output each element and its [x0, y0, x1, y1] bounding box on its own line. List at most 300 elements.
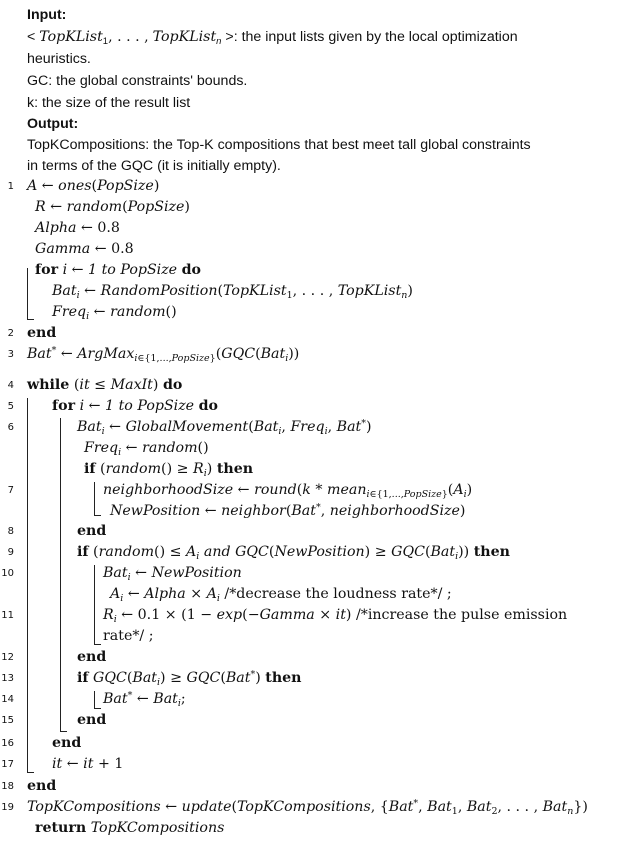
algo-line-if1 — [0, 459, 625, 480]
algo-line-11-cont — [0, 626, 625, 647]
rparen: ) — [463, 544, 470, 560]
line-number: 19 — [1, 802, 14, 813]
var-neighborhoodsize: neighborhoodSize — [329, 503, 460, 519]
code-if1 — [84, 459, 253, 481]
line-number: 17 — [1, 759, 14, 770]
fn-random: random — [66, 199, 123, 215]
var-gamma: Gamma — [259, 607, 315, 623]
sub-i: i — [134, 353, 138, 364]
code-for-init — [35, 260, 201, 281]
rparen: ) — [160, 670, 166, 686]
kw-do: do — [181, 262, 201, 278]
line-number: 14 — [1, 694, 14, 705]
fn-neighbor: neighbor — [221, 503, 286, 519]
var-bat: Bat — [103, 565, 128, 581]
list-dots: , . . . , — [108, 29, 149, 45]
var-bat: Bat — [52, 283, 77, 299]
sub-close: } — [209, 353, 216, 364]
topklist-name-n: TopKList — [152, 29, 217, 45]
op-times: × — [319, 607, 332, 623]
kw-end: end — [77, 649, 107, 665]
rparen: ) — [184, 199, 190, 215]
lbrace: { — [379, 799, 389, 815]
sup-star: * — [51, 345, 57, 356]
line-number: 13 — [1, 673, 14, 684]
const-one: 1 — [186, 607, 196, 623]
output-desc-2: in terms of the GQC (it is initially empty). — [27, 158, 281, 174]
var-bat: Bat — [336, 419, 362, 435]
assign-arrow: ← — [93, 304, 106, 320]
code-13 — [77, 668, 302, 690]
output-heading: Output: — [27, 116, 79, 132]
code-gamma — [35, 239, 134, 260]
const-one: 1 — [114, 756, 124, 772]
algo-line-11 — [0, 605, 625, 626]
var-bat: Bat — [77, 419, 102, 435]
sub-i: i — [156, 677, 161, 688]
algo-line-10 — [0, 563, 625, 584]
var-bat: Bat — [466, 799, 492, 815]
lparen: ( — [73, 377, 80, 393]
comment-loudness: /*decrease the loudness rate*/ ; — [224, 586, 452, 602]
fn-exp: exp — [216, 607, 243, 623]
k-line — [0, 93, 625, 114]
var-a: A — [453, 482, 464, 498]
op-minus: − — [200, 607, 213, 623]
fn-gqc: GQC — [221, 346, 256, 362]
sub-n: n — [216, 36, 222, 47]
var-gamma: Gamma — [35, 241, 91, 257]
lparen: ( — [215, 346, 222, 362]
line-number: 1 — [7, 181, 14, 192]
var-topkcompositions: TopKCompositions — [90, 820, 225, 836]
fn-random: random — [98, 544, 155, 560]
fn-globalmovement: GlobalMovement — [125, 419, 249, 435]
code-7 — [103, 480, 472, 502]
fn-gqc: GQC — [235, 544, 269, 560]
var-topkcompositions: TopKCompositions — [27, 799, 161, 815]
algo-line-18 — [0, 776, 625, 797]
fn-gqc: GQC — [186, 670, 221, 686]
algo-line-bat-init — [0, 281, 625, 302]
op-ge: ≥ — [170, 670, 182, 686]
comment-pulse-2: rate*/ ; — [103, 628, 154, 644]
rparen: ) — [288, 346, 294, 362]
kw-while: while — [27, 377, 70, 393]
var-it: it — [335, 607, 346, 623]
lparen: ( — [220, 670, 226, 686]
rparen: ) — [582, 799, 588, 815]
kw-then: then — [216, 461, 254, 477]
sub-i: i — [216, 593, 220, 604]
line-number: 15 — [1, 715, 14, 726]
assign-arrow: ← — [80, 220, 93, 236]
var-bat: Bat — [291, 503, 316, 519]
comma: , — [457, 799, 463, 815]
algo-line-3 — [0, 344, 625, 365]
var-newposition: NewPosition — [151, 565, 242, 581]
algo-line-8 — [0, 521, 625, 542]
var-k: k — [302, 482, 311, 498]
var-popsize: PopSize — [120, 262, 178, 278]
var-alpha: Alpha — [144, 586, 186, 602]
output-desc-line-2 — [0, 156, 625, 177]
rparen: ) — [159, 544, 166, 560]
sub-i: i — [127, 572, 131, 583]
code-9 — [77, 542, 510, 564]
algo-line-ai — [0, 584, 625, 605]
lparen: ( — [181, 607, 187, 623]
dots: . . . , — [506, 799, 539, 815]
rparen: ) — [171, 304, 177, 320]
lparen: ( — [242, 607, 248, 623]
line-number: 6 — [7, 422, 14, 433]
algo-line-14 — [0, 689, 625, 710]
gamma-value: 0.8 — [111, 241, 134, 257]
var-bat: Bat — [388, 799, 414, 815]
code-10 — [103, 563, 242, 585]
code-17: it ← it + 1 — [52, 756, 124, 772]
kw-to: to — [118, 398, 133, 414]
algo-line-return — [0, 818, 625, 839]
alpha-value: 0.8 — [97, 220, 120, 236]
sub-i: i — [76, 290, 80, 301]
k-desc: k: the size of the result list — [27, 95, 191, 111]
rparen: ) — [255, 670, 261, 686]
algo-line-freq — [0, 438, 625, 459]
algo-line-16 — [0, 733, 625, 754]
sup-star: * — [127, 690, 133, 701]
var-a: A — [27, 178, 38, 194]
lparen: ( — [165, 304, 172, 320]
fn-round: round — [254, 482, 297, 498]
code-4 — [27, 375, 182, 396]
kw-if: if — [77, 544, 89, 560]
sup-star: * — [315, 502, 321, 513]
sub-i: i — [285, 353, 289, 364]
fn-gqc: GQC — [93, 670, 127, 686]
algo-line-7 — [0, 480, 625, 501]
code-return — [35, 818, 224, 839]
input-lists-cont: heuristics. — [27, 51, 91, 67]
sub-i: i — [177, 698, 181, 709]
input-lists-line — [0, 27, 625, 48]
semicolon: ; — [180, 691, 186, 707]
input-lists-desc — [27, 27, 518, 49]
input-heading: Input: — [27, 7, 67, 23]
angle-open: < — [27, 29, 36, 45]
line-number: 4 — [7, 380, 14, 391]
algo-line-17 — [0, 754, 625, 775]
lparen: ( — [217, 283, 224, 299]
assign-arrow: ← — [88, 398, 101, 414]
kw-end: end — [52, 735, 82, 751]
code-newpos — [110, 501, 465, 523]
fn-ones: ones — [58, 178, 92, 194]
rparen: ) — [459, 503, 466, 519]
var-freq: Freq — [52, 304, 87, 320]
var-newposition: NewPosition — [110, 503, 201, 519]
sub-i: i — [366, 489, 370, 500]
fn-update: update — [181, 799, 232, 815]
rparen: ) — [166, 461, 173, 477]
var-freq: Freq — [290, 419, 325, 435]
rparen: ) — [203, 440, 209, 456]
var-a: A — [186, 544, 197, 560]
lparen: ( — [248, 419, 254, 435]
line-number: 5 — [7, 401, 14, 412]
line-number: 18 — [1, 781, 14, 792]
sub-set: ∈{1,..., — [369, 489, 404, 500]
dots: . . . , — [301, 283, 334, 299]
algo-line-for-init — [0, 260, 625, 281]
assign-arrow: ← — [127, 586, 140, 602]
line-number: 8 — [7, 526, 14, 537]
sub-1: 1 — [451, 806, 458, 817]
assign-arrow: ← — [66, 756, 79, 772]
var-freq: Freq — [84, 440, 119, 456]
sub-i: i — [324, 426, 328, 437]
kw-for: for — [35, 262, 59, 278]
fn-randomposition: RandomPosition — [100, 283, 218, 299]
algo-line-gamma — [0, 239, 625, 260]
var-bat: Bat — [542, 799, 568, 815]
fn-random: random — [142, 440, 198, 456]
algo-line-r — [0, 197, 625, 218]
rparen: ) — [206, 461, 213, 477]
assign-arrow: ← — [136, 691, 149, 707]
var-topklist: TopKList — [223, 283, 287, 299]
algo-line-12 — [0, 647, 625, 668]
kw-end: end — [27, 778, 57, 794]
kw-end: end — [77, 712, 107, 728]
algo-line-freq-init — [0, 302, 625, 323]
kw-end: end — [77, 523, 107, 539]
sub-i: i — [455, 551, 459, 562]
var-newposition: NewPosition — [274, 544, 365, 560]
fn-argmax: ArgMax — [77, 346, 135, 362]
sub-i: i — [463, 489, 467, 500]
code-freq-init — [52, 302, 177, 324]
comma: , — [497, 799, 502, 815]
algo-line-1 — [0, 176, 625, 197]
assign-arrow: ← — [237, 482, 250, 498]
algo-line-19 — [0, 797, 625, 818]
sub-close: } — [441, 489, 448, 500]
code-bat-init — [52, 281, 413, 303]
var-bat: Bat — [153, 691, 178, 707]
var-r: R — [193, 461, 204, 477]
assign-arrow: ← — [135, 565, 148, 581]
op-le: ≤ — [169, 544, 182, 560]
comma: , — [418, 799, 423, 815]
assign-arrow: ← — [84, 283, 97, 299]
assign-arrow: ← — [71, 262, 84, 278]
rparen: ) — [466, 482, 473, 498]
fn-random: random — [105, 461, 162, 477]
rparen: ) — [293, 346, 300, 362]
op-ge: ≥ — [374, 544, 387, 560]
code-alpha — [35, 218, 120, 239]
input-heading-line — [0, 5, 625, 26]
assign-arrow: ← — [125, 440, 138, 456]
code-14 — [103, 689, 186, 711]
var-alpha: Alpha — [35, 220, 77, 236]
algo-line-4 — [0, 375, 625, 396]
lparen: ( — [154, 544, 160, 560]
comment-pulse-1: /*increase the pulse emission — [355, 607, 568, 623]
input-lists-cont-line — [0, 49, 625, 70]
assign-arrow: ← — [60, 346, 73, 362]
sub-i: i — [118, 447, 122, 458]
var-i: i — [62, 262, 68, 278]
op-le: ≤ — [94, 377, 107, 393]
block-bar-for-end — [60, 731, 67, 732]
line-number: 9 — [7, 547, 14, 558]
op-ge: ≥ — [176, 461, 189, 477]
var-r: R — [103, 607, 114, 623]
op-mul: * — [315, 482, 323, 498]
kw-and: and — [203, 544, 231, 560]
sub-popsize: PopSize — [171, 353, 210, 364]
assign-arrow: ← — [94, 241, 107, 257]
code-freq — [84, 438, 209, 460]
var-bat: Bat — [132, 670, 157, 686]
algo-line-newpos — [0, 501, 625, 522]
var-it: it — [79, 377, 90, 393]
op-times: × — [164, 607, 177, 623]
var-popsize: PopSize — [137, 398, 195, 414]
rparen: ) — [364, 544, 371, 560]
sub-set: ∈{1,..., — [137, 353, 172, 364]
kw-if: if — [77, 670, 89, 686]
var-r: R — [35, 199, 46, 215]
var-bat: Bat — [103, 691, 128, 707]
var-bat: Bat — [27, 346, 52, 362]
sup-star: * — [250, 669, 256, 680]
input-lists-text: >: the input lists given by the local optimization — [225, 29, 518, 45]
topklist-name: TopKList — [39, 29, 103, 45]
rparen: ) — [345, 607, 352, 623]
var-it: it — [52, 756, 63, 772]
output-heading-line — [0, 114, 625, 135]
kw-end: end — [27, 325, 57, 341]
algo-line-2 — [0, 323, 625, 344]
sub-n: n — [401, 290, 408, 301]
line-number: 7 — [7, 485, 14, 496]
fn-gqc: GQC — [391, 544, 425, 560]
algo-line-15 — [0, 710, 625, 731]
kw-to: to — [101, 262, 116, 278]
sup-star: * — [361, 418, 366, 429]
sub-n: n — [567, 806, 574, 817]
sub-i: i — [113, 614, 117, 625]
op-times: × — [190, 586, 203, 602]
algo-line-6 — [0, 417, 625, 438]
lparen: ( — [285, 503, 292, 519]
output-desc-line-1 — [0, 135, 625, 156]
kw-then: then — [473, 544, 510, 560]
line-number: 11 — [1, 610, 14, 621]
var-bat: Bat — [427, 799, 452, 815]
gc-line — [0, 71, 625, 92]
assign-arrow: ← — [121, 607, 134, 623]
sub-i: i — [278, 426, 282, 437]
const-one: 1 — [88, 262, 98, 278]
comma: , — [327, 419, 333, 435]
var-bat: Bat — [260, 346, 286, 362]
rparen: ) — [153, 178, 160, 194]
line-number: 10 — [1, 568, 14, 579]
sub-i: i — [101, 426, 105, 437]
var-topklist: TopKList — [337, 283, 402, 299]
var-popsize: PopSize — [97, 178, 154, 194]
op-neg: − — [247, 607, 260, 623]
kw-if: if — [84, 461, 96, 477]
code-6 — [77, 417, 372, 439]
lparen: ( — [161, 461, 167, 477]
lparen: ( — [231, 799, 238, 815]
lparen: ( — [255, 346, 261, 362]
assign-arrow: ← — [165, 799, 178, 815]
var-a: A — [206, 586, 217, 602]
sub-i: i — [203, 468, 207, 479]
var-bat: Bat — [225, 670, 251, 686]
r-coef: 0.1 — [137, 607, 161, 623]
code-19 — [27, 797, 588, 819]
sub-popsize: PopSize — [403, 489, 442, 500]
algo-line-13 — [0, 668, 625, 689]
output-desc-1: TopKCompositions: the Top-K compositions that best meet tall global constraints — [27, 137, 531, 153]
gc-desc: GC: the global constraints' bounds. — [27, 73, 248, 89]
lparen: ( — [100, 461, 106, 477]
lparen: ( — [447, 482, 454, 498]
fn-random: random — [110, 304, 166, 320]
code-5 — [52, 396, 218, 417]
var-i: i — [79, 398, 85, 414]
rbrace: } — [573, 799, 583, 815]
line-number: 16 — [1, 738, 14, 749]
assign-arrow: ← — [41, 178, 54, 194]
sub-2: 2 — [491, 806, 498, 817]
var-topkcompositions: TopKCompositions — [237, 799, 371, 815]
algo-line-5 — [0, 396, 625, 417]
line-number: 12 — [1, 652, 14, 663]
var-it: it — [83, 756, 94, 772]
algo-line-9 — [0, 542, 625, 563]
assign-arrow: ← — [50, 199, 63, 215]
lparen: ( — [424, 544, 431, 560]
kw-then: then — [265, 670, 302, 686]
lparen: ( — [296, 482, 303, 498]
sub-i: i — [196, 551, 200, 562]
var-bat: Bat — [430, 544, 456, 560]
var-maxit: MaxIt — [110, 377, 153, 393]
var-neighborhoodsize: neighborhoodSize — [103, 482, 234, 498]
kw-do: do — [162, 377, 183, 393]
sub-1: 1 — [102, 36, 109, 47]
lparen: ( — [91, 178, 98, 194]
const-one: 1 — [105, 398, 115, 414]
code-11 — [103, 605, 567, 627]
lparen: ( — [122, 199, 128, 215]
lparen: ( — [93, 544, 99, 560]
fn-mean: mean — [327, 482, 367, 498]
assign-arrow: ← — [109, 419, 122, 435]
var-popsize: PopSize — [127, 199, 185, 215]
lparen: ( — [197, 440, 204, 456]
rparen: ) — [365, 419, 372, 435]
